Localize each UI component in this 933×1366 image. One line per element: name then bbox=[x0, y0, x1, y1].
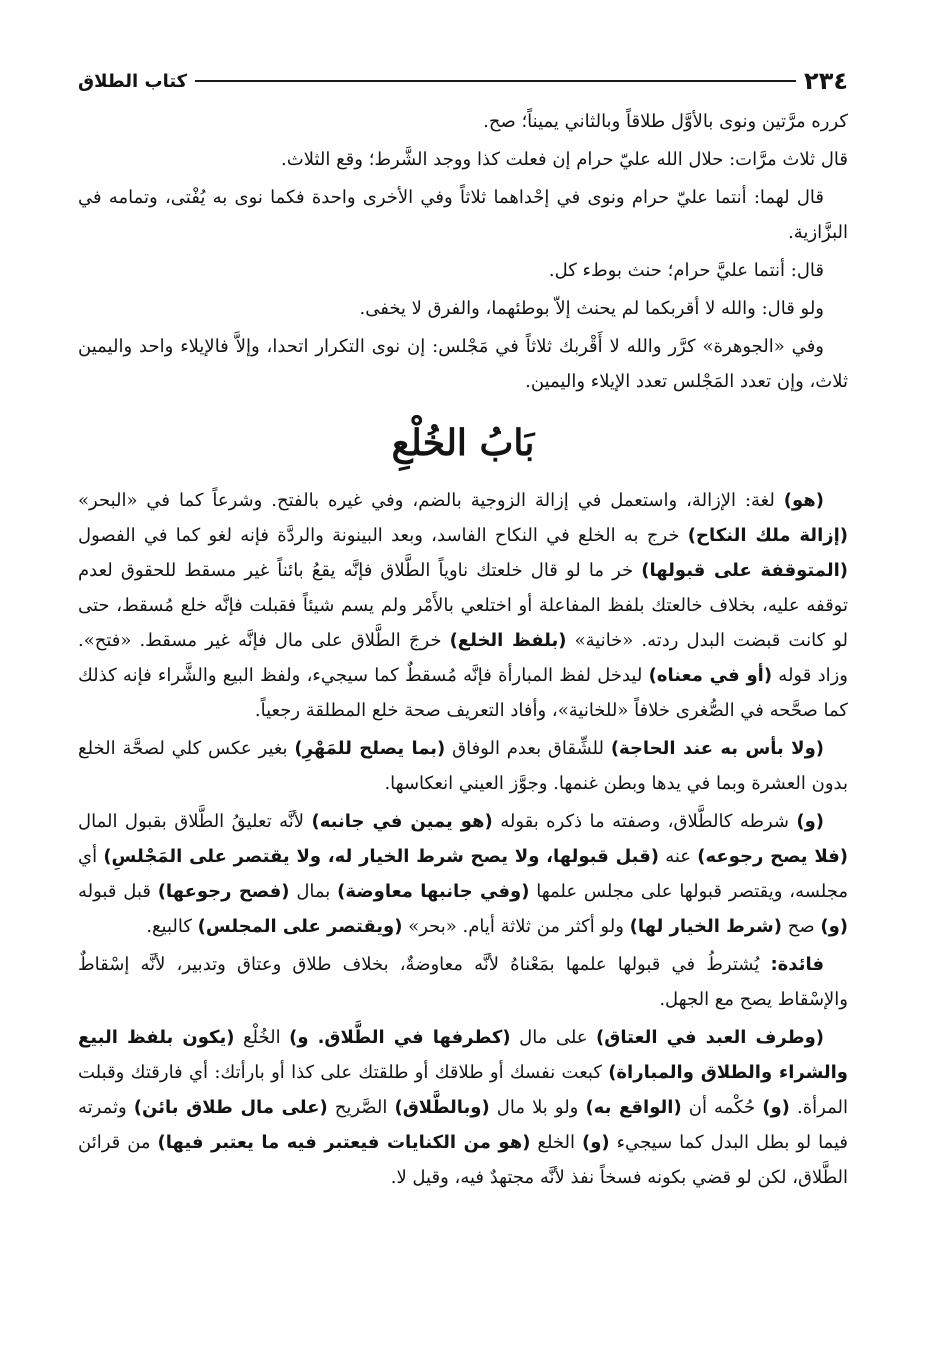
chapter-paragraph bbox=[78, 731, 848, 801]
chapter-title: بَابُ الخُلْعِ bbox=[391, 422, 535, 464]
commentary-text: عنه bbox=[659, 846, 698, 867]
commentary-text: الخُلْع bbox=[234, 1027, 290, 1048]
bold-matn-text: (على مال طلاق بائن) bbox=[133, 1097, 328, 1118]
bold-matn-text: (أو في معناه) bbox=[648, 665, 773, 686]
bold-matn-text: (و) bbox=[796, 811, 824, 832]
bold-matn-text: (هو) bbox=[783, 490, 824, 511]
commentary-text: لغة: الإزالة، واستعمل في إزالة الزوجية بالضم، وفي غيره بالفتح. وشرعاً كما في «البحر» bbox=[78, 490, 784, 511]
header-rule bbox=[195, 80, 796, 82]
bold-matn-text: (وطرف العبد في العتاق) bbox=[596, 1027, 824, 1048]
commentary-text: ولو أكثر من ثلاثة أيام. «بحر» bbox=[402, 916, 630, 937]
bold-matn-text: فائدة: bbox=[770, 954, 825, 975]
commentary-text: شرطه كالطَّلاق، وصفته ما ذكره بقوله bbox=[492, 811, 797, 832]
bold-matn-text: (المتوقفة على قبولها) bbox=[641, 560, 848, 581]
bold-matn-text: (كطرفها في الطَّلاق. و) bbox=[289, 1027, 511, 1048]
book-page bbox=[78, 62, 848, 1198]
commentary-text: خرج به الخلع في النكاح الفاسد، وبعد البينونة والردَّة فإنه لغو كما في الفصول bbox=[78, 525, 688, 546]
bold-matn-text: (قبل قبولها، ولا يصح شرط الخيار له، ولا يقتصر على المَجْلسِ) bbox=[103, 846, 659, 867]
commentary-text: صح bbox=[781, 916, 821, 937]
commentary-text: وثمرته فيما لو بطل البدل كما سيجيء bbox=[78, 1097, 848, 1153]
bold-matn-text: (إزالة ملك النكاح) bbox=[687, 525, 848, 546]
commentary-text: ليدخل لفظ المبارأة فإنَّه مُسقطٌ كما سيجيء، ولفظ البيع والشَّراء فإنه كذلك كما صحَّحه في الصُّغرى خلافاً «للخانية»، وأفاد التعريف صحة خلع المطلقة رجعياً. bbox=[78, 665, 848, 721]
commentary-text: قبل قبوله bbox=[78, 881, 158, 902]
bold-matn-text: (و) bbox=[762, 1097, 790, 1118]
commentary-text: يُشترطُ في قبولها علمها بمَعْناهُ لأنَّه معاوضةٌ، بخلاف طلاق وعتاق وتدبير، لأنَّه إسْقاطٌ والإسْقاط يصح مع الجهل. bbox=[78, 954, 848, 1010]
bold-matn-text: (ويقتصر على المجلس) bbox=[197, 916, 403, 937]
commentary-text: على مال bbox=[510, 1027, 597, 1048]
commentary-text: قال: أنتما عليَّ حرام؛ حنث بوطء كل. bbox=[548, 260, 824, 281]
commentary-text: لأنَّه تعليقُ الطَّلاق بقبول المال bbox=[78, 811, 312, 832]
commentary-text: قال لهما: أنتما عليّ حرام ونوى في إحْداهما ثلاثاً وفي الأخرى واحدة فكما نوى به يُفْتى، وتمامه في البزَّازية. bbox=[78, 187, 848, 243]
commentary-text: خرجَ الطَّلاق على مال فإنَّه غير مسقط. «فتح». وزاد قوله bbox=[78, 630, 848, 686]
commentary-text: وفي «الجوهرة» كرَّر والله لا أَقْربك ثلاثاً في مَجْلس: إن نوى التكرار اتحدا، وإلاَّ فالإيلاء واحد واليمين ثلاث، وإن تعدد المَجْلس تعدد الإيلاء واليمين. bbox=[78, 336, 848, 392]
book-title: كتاب الطلاق bbox=[78, 70, 188, 92]
bold-matn-text: (فصح رجوعها) bbox=[157, 881, 290, 902]
commentary-text: خر ما لو قال خلعتك ناوياً الطَّلاق فإنَّه يقعُ بائناً غير مسقط للحقوق لعدم توقفه عليه، بخلاف خالعتك بلفظ المفاعلة أو اختلعي بالأَمْر ولم يسم شيئاً فقبلت فإنَّه خلع مُسقط، حتى لو كانت قبضت البدل ردته. «خانية» bbox=[78, 560, 849, 651]
bold-matn-text: (و) bbox=[581, 1132, 610, 1153]
commentary-text: كرره مرَّتين ونوى بالأوَّل طلاقاً وبالثاني يميناً؛ صح. bbox=[483, 111, 848, 132]
chapter-paragraph bbox=[78, 804, 848, 944]
commentary-text: حُكْمه أن bbox=[681, 1097, 763, 1118]
bold-matn-text: (و) bbox=[820, 916, 848, 937]
page-header bbox=[78, 62, 848, 100]
commentary-text: أي مجلسه، ويقتصر قبولها على مجلس علمها bbox=[78, 846, 848, 902]
chapter-paragraph bbox=[78, 483, 848, 728]
bold-matn-text: (وفي جانبها معاوضة) bbox=[337, 881, 530, 902]
intro-paragraph bbox=[78, 253, 848, 288]
commentary-text: كالبيع. bbox=[146, 916, 198, 937]
bold-matn-text: (هو يمين في جانبه) bbox=[311, 811, 493, 832]
bold-matn-text: (بما يصلح للمَهْرِ) bbox=[294, 738, 446, 759]
commentary-text: بمال bbox=[289, 881, 338, 902]
bold-matn-text: (فلا يصح رجوعه) bbox=[697, 846, 848, 867]
chapter-paragraph bbox=[78, 947, 848, 1017]
intro-paragraph bbox=[78, 291, 848, 326]
commentary-text: ولو قال: والله لا أقربكما لم يحنث إلاّ بوطئهما، والفرق لا يخفى. bbox=[359, 298, 824, 319]
commentary-text: ولو بلا مال bbox=[489, 1097, 586, 1118]
commentary-text: من قرائن الطَّلاق، لكن لو قضي بكونه فسخاً نفذ لأنَّه مجتهدٌ فيه، وقيل لا. bbox=[78, 1132, 848, 1188]
bold-matn-text: (هو من الكنايات فيعتبر فيه ما يعتبر فيها) bbox=[157, 1132, 531, 1153]
chapter-body bbox=[78, 483, 848, 1195]
intro-paragraph bbox=[78, 142, 848, 177]
commentary-text: الخلع bbox=[530, 1132, 582, 1153]
bold-matn-text: (شرط الخيار لها) bbox=[629, 916, 782, 937]
bold-matn-text: (ولا بأس به عند الحاجة) bbox=[610, 738, 824, 759]
bold-matn-text: (بلفظ الخلع) bbox=[449, 630, 567, 651]
chapter-paragraph bbox=[78, 1020, 848, 1195]
intro-section bbox=[78, 104, 848, 399]
bold-matn-text: (وبالطَّلاق) bbox=[394, 1097, 490, 1118]
intro-paragraph bbox=[78, 104, 848, 139]
intro-paragraph bbox=[78, 329, 848, 399]
page-number: ٢٣٤ bbox=[804, 67, 848, 95]
bold-matn-text: (يكون بلفظ البيع والشراء والطلاق والمباراة) bbox=[78, 1027, 848, 1083]
intro-paragraph bbox=[78, 180, 848, 250]
commentary-text: قال ثلاث مرَّات: حلال الله عليّ حرام إن فعلت كذا ووجد الشَّرط؛ وقع الثلاث. bbox=[281, 149, 848, 170]
commentary-text: للشِّقاق بعدم الوفاق bbox=[445, 738, 611, 759]
commentary-text: كبعت نفسك أو طلاقك أو طلقتك على كذا أو بارأتك: أي فارقتك وقبلت المرأة. bbox=[78, 1062, 848, 1118]
commentary-text: بغير عكس كلي لصحَّة الخلع بدون العشرة وبما في يدها وبطن غنمها. وجوَّز العيني انعكاسها. bbox=[78, 738, 848, 794]
bold-matn-text: (الواقع به) bbox=[585, 1097, 682, 1118]
commentary-text: الصَّريح bbox=[327, 1097, 395, 1118]
